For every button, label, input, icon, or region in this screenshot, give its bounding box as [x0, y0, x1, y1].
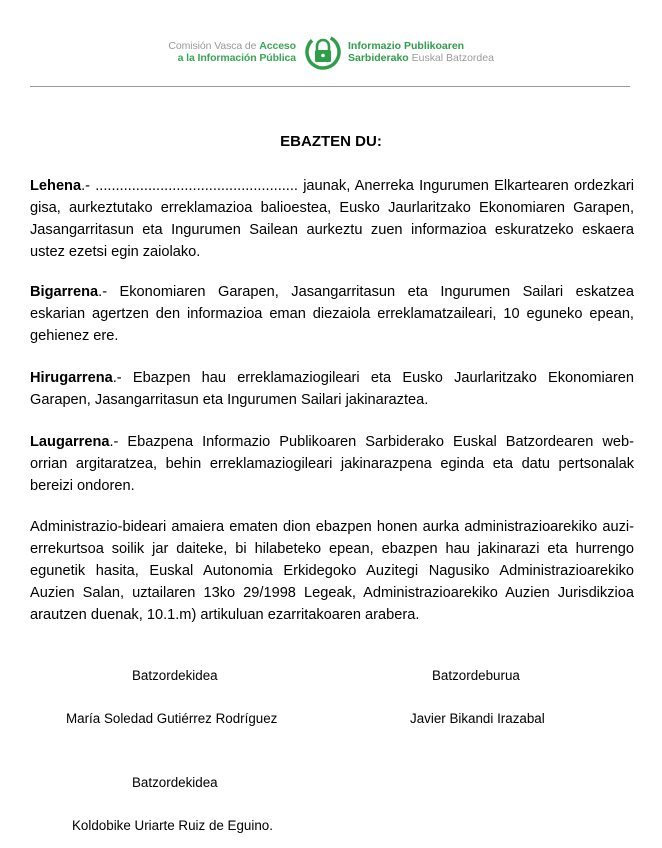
signature-name-member-1: María Soledad Gutiérrez Rodríguez: [66, 711, 278, 726]
header-divider: [30, 86, 630, 87]
logo-right-bold: Sarbiderako: [348, 52, 409, 64]
paragraph-second: [30, 281, 634, 347]
logo-right-line1: Informazio Publikoaren: [348, 40, 465, 52]
paragraph-appeal-notice: [30, 516, 634, 626]
paragraph-text: .- Ebazpen hau erreklamaziogileari eta Eusko Jaurlaritzako Ekonomiaren Garapen, Jasangarritasun eta Ingurumen Sailari jakinaraztea.: [30, 370, 634, 408]
paragraph-text: Administrazio-bideari amaiera ematen dion ebazpen honen aurka administrazioarekiko auzi-errekurtsoa soilik jar daiteke, bi hilabeteko epean, ebazpen hau jakinarazi eta hurrengo egunetik hasita, Euskal Autonomia Erkidegoko Auzitegi Nagusiko Administrazioarekiko Auzien Salan, uztailaren 13ko 29/1998 Legeak, Administrazioarekiko Auzien Jurisdikzioa arautzen duenak, 10.1.m) artikuluan ezarritakoaren arabera.: [30, 519, 634, 623]
paragraph-label: Lehena: [30, 178, 82, 194]
logo-text-basque: [348, 40, 494, 64]
logo-text-spanish: [168, 40, 296, 64]
signature-role-member-2: Batzordekidea: [132, 775, 218, 790]
resolution-heading: EBAZTEN DU:: [280, 133, 382, 150]
signature-name-chair: Javier Bikandi Irazabal: [410, 711, 545, 726]
document-header: [0, 26, 662, 76]
paragraph-label: Bigarrena: [30, 284, 99, 300]
paragraph-text: .- Ebazpena Informazio Publikoaren Sarbiderako Euskal Batzordearen web-orrian argitaratzea, behin erreklamaziogileari jakinarazpena eginda eta datu pertsonalak bereizi ondoren.: [30, 434, 634, 494]
logo-right-thin: Euskal Batzordea: [408, 52, 494, 64]
paragraph-text: .- Ekonomiaren Garapen, Jasangarritasun eta Ingurumen Sailari eskatzea eskarian agertzen den informazioa eman diezaiola erreklamatzaileari, 10 eguneko epean, gehienez ere.: [30, 284, 634, 344]
logo-left-plain: Comisión Vasca de: [168, 40, 260, 52]
padlock-logo-icon: [305, 34, 341, 70]
paragraph-text: .- .................................................. jaunak, Anerreka Ingurumen Elkartearen ordezkari gisa, aurkeztutako erreklamazioa balioestea, Eusko Jaurlaritzako Ekonomiaren Garapen, Jasangarritasun eta Ingurumen Sailean aurkeztu zuen informazioa eskuratzeko eskaera ustez ezetsi egin zaiolako.: [30, 178, 634, 260]
logo-left-bold: Acceso: [259, 40, 296, 52]
paragraph-fourth: [30, 431, 634, 497]
paragraph-first: [30, 175, 634, 263]
signature-role-chair: Batzordeburua: [432, 668, 520, 683]
signature-role-member-1: Batzordekidea: [132, 668, 218, 683]
paragraph-label: Laugarrena: [30, 434, 110, 450]
signature-name-member-2: Koldobike Uriarte Ruiz de Eguino.: [72, 818, 273, 833]
paragraph-label: Hirugarrena: [30, 370, 113, 386]
paragraph-third: [30, 367, 634, 411]
logo-left-line2: a la Información Pública: [177, 52, 296, 64]
